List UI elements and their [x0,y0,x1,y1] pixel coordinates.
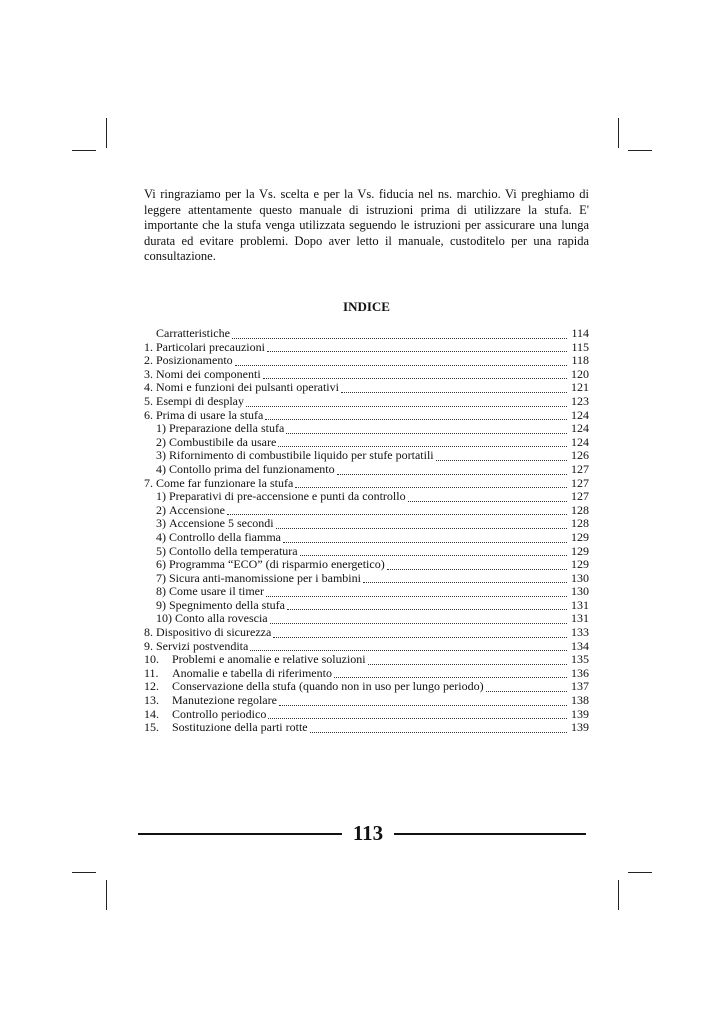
toc-entry-page: 130 [571,584,589,599]
toc-entry [144,504,589,518]
toc-leader-dots [368,654,567,665]
toc-entry-number: 2) [156,434,166,449]
toc-leader-dots [341,382,567,393]
toc-entry-page: 124 [571,434,589,449]
toc-entry-number: 5) [156,543,166,558]
crop-mark-top-left-h [72,150,96,151]
toc-entry-number: 7) [156,570,166,585]
crop-mark-bottom-left-h [72,872,96,873]
toc-leader-dots [265,409,567,420]
toc-leader-dots [287,599,567,610]
toc-entry [144,653,589,667]
toc-entry-label: Prima di usare la stufa [156,407,264,422]
table-of-contents [144,327,589,735]
toc-entry-page: 138 [571,693,589,708]
toc-entry-label: Accensione 5 secondi [169,516,274,531]
toc-entry-label: Combustibile da usare [169,434,277,449]
toc-entry-number: 10. [144,652,159,667]
toc-leader-dots [235,355,567,366]
toc-entry-label: Dispositivo di sicurezza [156,625,272,640]
toc-entry-label: Particolari precauzioni [156,339,265,354]
toc-entry-label: Posizionamento [156,353,233,368]
toc-entry-page: 118 [571,353,589,368]
toc-entry-label: Nomi dei componenti [156,366,261,381]
crop-mark-top-right-h [628,150,652,151]
toc-entry-number: 11. [144,665,159,680]
intro-line: importante che la stufa venga utilizzata seguendo le istruzioni per assicurare una lunga [144,218,589,233]
toc-entry-page: 133 [571,625,589,640]
toc-entry [144,572,589,586]
toc-entry-label: Controllo periodico [172,706,267,721]
toc-entry-page: 129 [571,557,589,572]
footer-rule-right [394,833,586,835]
toc-title: INDICE [343,299,390,314]
toc-entry-page: 123 [571,393,589,408]
footer-rule-left [138,833,342,835]
toc-entry-page: 131 [571,597,589,612]
toc-entry-number: 8. [144,625,153,640]
toc-leader-dots [408,491,567,502]
toc-entry [144,463,589,477]
toc-entry-page: 139 [571,720,589,735]
toc-entry-label: Contollo della temperatura [169,543,298,558]
intro-line: leggere attentamente questo manuale di istruzioni prima di utilizzare la stufa. E' [144,202,589,217]
page-number: 113 [352,821,384,845]
toc-entry [144,449,589,463]
toc-entry [144,381,589,395]
toc-entry-number: 15. [144,720,159,735]
toc-entry-label: Accensione [169,502,225,517]
toc-entry-page: 129 [571,529,589,544]
toc-entry-page: 130 [571,570,589,585]
toc-entry-page: 128 [571,516,589,531]
toc-entry-page: 124 [571,421,589,436]
toc-leader-dots [486,681,567,692]
toc-leader-dots [246,396,567,407]
toc-leader-dots [363,572,567,583]
toc-entry-label: Conservazione della stufa (quando non in uso per lungo periodo) [172,679,484,694]
toc-leader-dots [310,722,567,733]
toc-entry [144,680,589,694]
toc-entry-page: 128 [571,502,589,517]
toc-leader-dots [278,436,567,447]
toc-entry [144,626,589,640]
crop-mark-bottom-left-v [106,880,107,910]
toc-leader-dots [250,640,567,651]
intro-line: durata ed evitare problemi. Dopo aver letto il manuale, custoditelo per una rapida [144,233,589,248]
toc-entry-page: 120 [571,366,589,381]
toc-entry-label: Carratteristiche [156,326,230,340]
toc-entry [144,599,589,613]
toc-entry-label: Sostituzione della parti rotte [172,720,308,735]
toc-entry-page: 136 [571,665,589,680]
toc-entry [144,721,589,735]
toc-entry-number: 13. [144,693,159,708]
toc-entry-number: 6. [144,407,153,422]
toc-leader-dots [337,464,567,475]
toc-entry [144,694,589,708]
toc-entry [144,341,589,355]
toc-entry-page: 129 [571,543,589,558]
toc-entry-page: 131 [571,611,589,626]
toc-entry-label: Preparazione della stufa [169,421,285,436]
toc-entry-number: 8) [156,584,166,599]
toc-entry-label: Problemi e anomalie e relative soluzioni [172,652,366,667]
toc-leader-dots [387,559,567,570]
toc-entry-label: Rifornimento di combustibile liquido per stufe portatili [169,448,434,463]
toc-entry-page: 135 [571,652,589,667]
toc-entry-page: 115 [571,339,589,354]
toc-entry-number: 1) [156,421,166,436]
toc-leader-dots [300,545,567,556]
toc-entry-label: Contollo prima del funzionamento [169,461,335,476]
toc-leader-dots [273,627,567,638]
toc-entry-number: 6) [156,557,166,572]
intro-line: Vi ringraziamo per la Vs. scelta e per la Vs. fiducia nel ns. marchio. Vi preghiamo di [144,187,589,201]
toc-entry-page: 134 [571,638,589,653]
toc-entry-number: 9) [156,597,166,612]
toc-entry-number: 2. [144,353,153,368]
crop-mark-bottom-right-h [628,872,652,873]
toc-entry-page: 127 [571,489,589,504]
toc-entry [144,368,589,382]
toc-entry [144,545,589,559]
toc-entry-page: 127 [571,461,589,476]
toc-entry-label: Servizi postvendita [156,638,249,653]
toc-entry [144,395,589,409]
intro-paragraph [144,187,589,265]
toc-entry-label: Programma “ECO” (di risparmio energetico) [169,557,385,572]
toc-entry-page: 114 [571,326,589,340]
toc-entry-label: Manutezione regolare [172,693,277,708]
toc-entry-number: 4) [156,529,166,544]
toc-entry-page: 126 [571,448,589,463]
toc-entry [144,327,589,341]
toc-entry-label: Sicura anti-manomissione per i bambini [169,570,361,585]
toc-entry [144,436,589,450]
toc-entry [144,517,589,531]
toc-entry [144,612,589,626]
toc-entry-page: 137 [571,679,589,694]
toc-entry [144,531,589,545]
toc-entry-label: Preparativi di pre-accensione e punti da controllo [169,489,406,504]
toc-leader-dots [268,708,567,719]
toc-leader-dots [266,586,567,597]
toc-entry-number: 10) [156,611,172,626]
toc-entry-number: 5. [144,393,153,408]
toc-entry-number: 1) [156,489,166,504]
toc-entry-label: Come far funzionare la stufa [156,475,294,490]
toc-entry-page: 124 [571,407,589,422]
toc-entry [144,422,589,436]
toc-entry [144,708,589,722]
crop-mark-bottom-right-v [618,880,619,910]
toc-leader-dots [286,423,567,434]
toc-entry-page: 139 [571,706,589,721]
toc-entry-label: Come usare il timer [169,584,264,599]
toc-entry [144,477,589,491]
toc-entry-page: 121 [571,380,589,395]
toc-entry-number: 4. [144,380,153,395]
toc-entry [144,585,589,599]
toc-entry-number: 7. [144,475,153,490]
toc-entry-label: Spegnimento della stufa [169,597,285,612]
toc-leader-dots [263,368,567,379]
toc-entry-label: Esempi di desplay [156,393,244,408]
toc-entry-label: Nomi e funzioni dei pulsanti operativi [156,380,339,395]
toc-leader-dots [232,328,567,339]
toc-entry-number: 4) [156,461,166,476]
toc-entry [144,640,589,654]
toc-leader-dots [436,450,567,461]
toc-leader-dots [279,695,567,706]
toc-leader-dots [276,518,567,529]
toc-leader-dots [283,532,567,543]
toc-leader-dots [227,504,567,515]
toc-entry-number: 12. [144,679,159,694]
toc-leader-dots [295,477,567,488]
toc-entry-number: 14. [144,706,159,721]
toc-leader-dots [267,341,567,352]
toc-entry-number: 3. [144,366,153,381]
toc-entry-number: 3) [156,516,166,531]
toc-entry-number: 1. [144,339,153,354]
toc-entry-label: Conto alla rovescia [175,611,268,626]
crop-mark-top-right-v [618,118,619,148]
toc-entry [144,667,589,681]
intro-line: consultazione. [144,249,216,264]
toc-entry-label: Anomalie e tabella di riferimento [172,665,332,680]
toc-entry [144,354,589,368]
toc-entry [144,558,589,572]
crop-mark-top-left-v [106,118,107,148]
toc-entry-number: 2) [156,502,166,517]
toc-entry [144,490,589,504]
toc-leader-dots [270,613,567,624]
toc-entry-page: 127 [571,475,589,490]
toc-entry [144,409,589,423]
toc-entry-number: 9. [144,638,153,653]
toc-leader-dots [334,667,567,678]
toc-entry-label: Controllo della fiamma [169,529,281,544]
toc-entry-number: 3) [156,448,166,463]
